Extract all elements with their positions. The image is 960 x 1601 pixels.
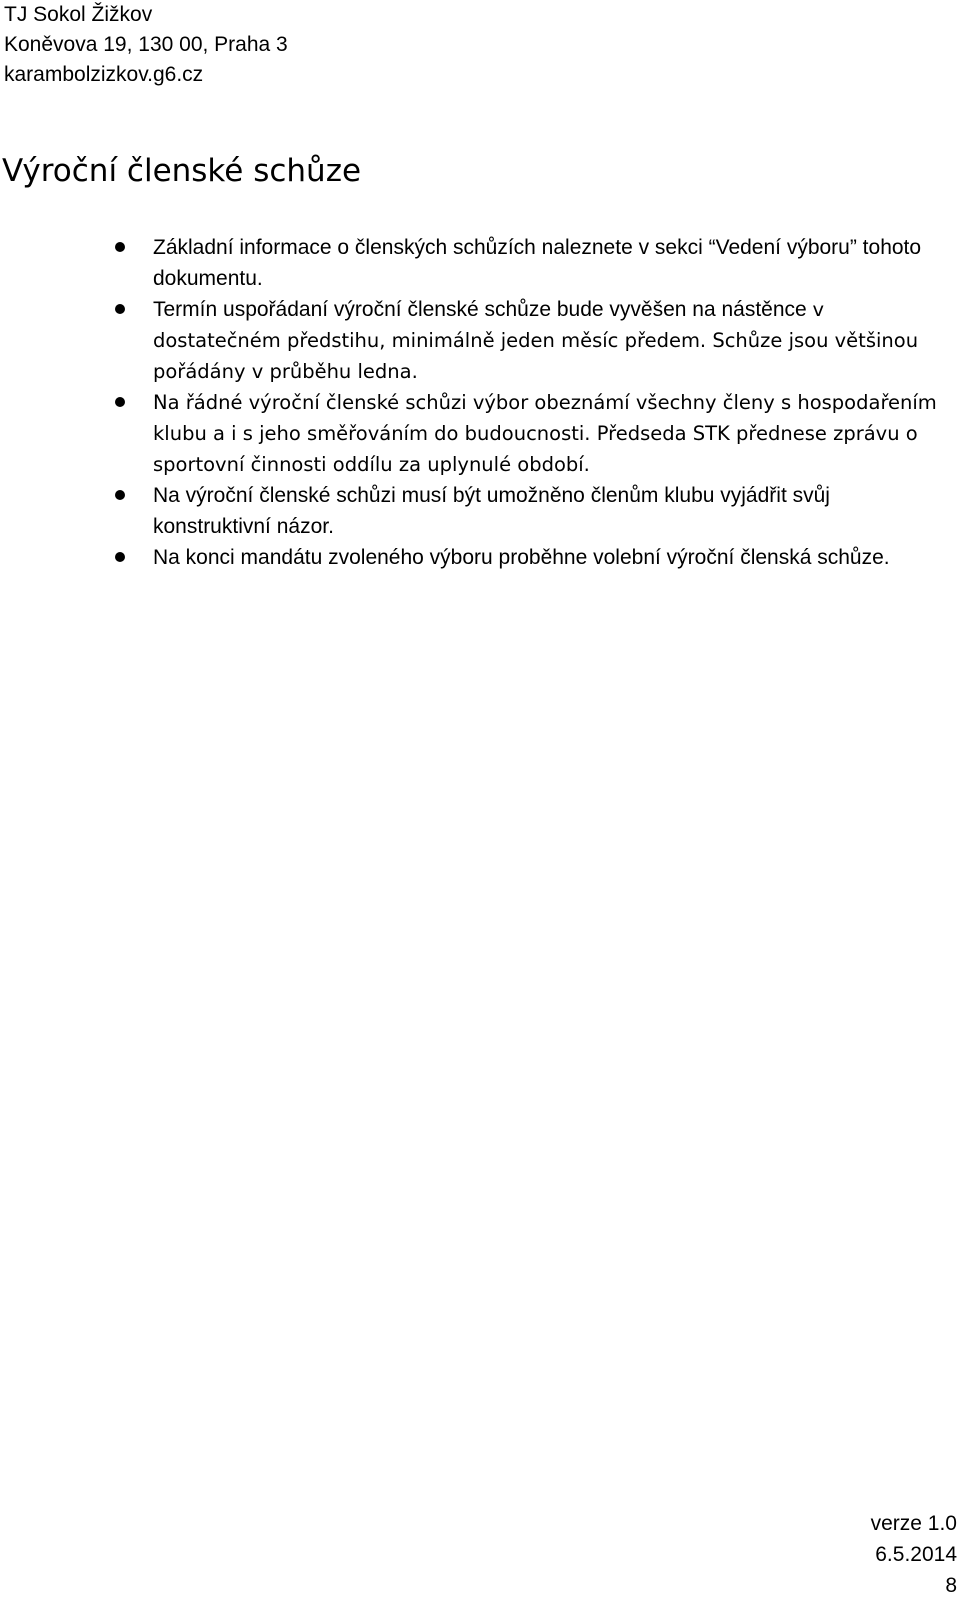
bullet-icon bbox=[115, 552, 125, 562]
list-item-text-continued: Na řádné výroční členské schůzi výbor obeznámí všechny členy s hospodařením klubu a i s jeho směřováním do budoucnosti. Předseda STK přednese zprávu o sportovní činnosti oddílu za uplynulé období. bbox=[153, 391, 937, 476]
list-item-text: Termín uspořádaní výroční členské schůze bude vyvěšen na nástěnce bbox=[153, 298, 813, 321]
list-item-text: Základní informace o členských schůzích naleznete v sekci “Vedení výboru” tohoto dokumentu. bbox=[153, 236, 922, 290]
list-item bbox=[0, 232, 960, 294]
bullet-icon bbox=[115, 490, 125, 500]
document-header bbox=[4, 0, 288, 90]
list-item-text: Na konci mandátu zvoleného výboru proběhne volební výroční členská schůze. bbox=[153, 546, 890, 569]
bullet-list bbox=[0, 232, 960, 573]
organization-address: Koněvova 19, 130 00, Praha 3 bbox=[4, 33, 288, 56]
page-number: 8 bbox=[945, 1574, 957, 1597]
list-item bbox=[0, 542, 960, 573]
bullet-icon bbox=[115, 397, 125, 407]
list-item-text-continued: v dostatečném předstihu, minimálně jeden měsíc předem. Schůze jsou většinou pořádány v průběhu ledna. bbox=[153, 298, 919, 383]
organization-name: TJ Sokol Žižkov bbox=[4, 3, 153, 26]
bullet-icon bbox=[115, 242, 125, 252]
document-date: 6.5.2014 bbox=[875, 1543, 957, 1566]
list-item-text: Na výroční členské schůzi musí být umožněno členům klubu vyjádřit svůj konstruktivní názor. bbox=[153, 484, 830, 538]
list-item bbox=[0, 294, 960, 387]
section-title: Výroční členské schůze bbox=[2, 153, 362, 189]
list-item bbox=[0, 387, 960, 480]
organization-website: karambolzizkov.g6.cz bbox=[4, 63, 204, 86]
version-label: verze 1.0 bbox=[870, 1512, 957, 1535]
document-footer bbox=[871, 1508, 957, 1601]
list-item bbox=[0, 480, 960, 542]
bullet-icon bbox=[115, 304, 125, 314]
